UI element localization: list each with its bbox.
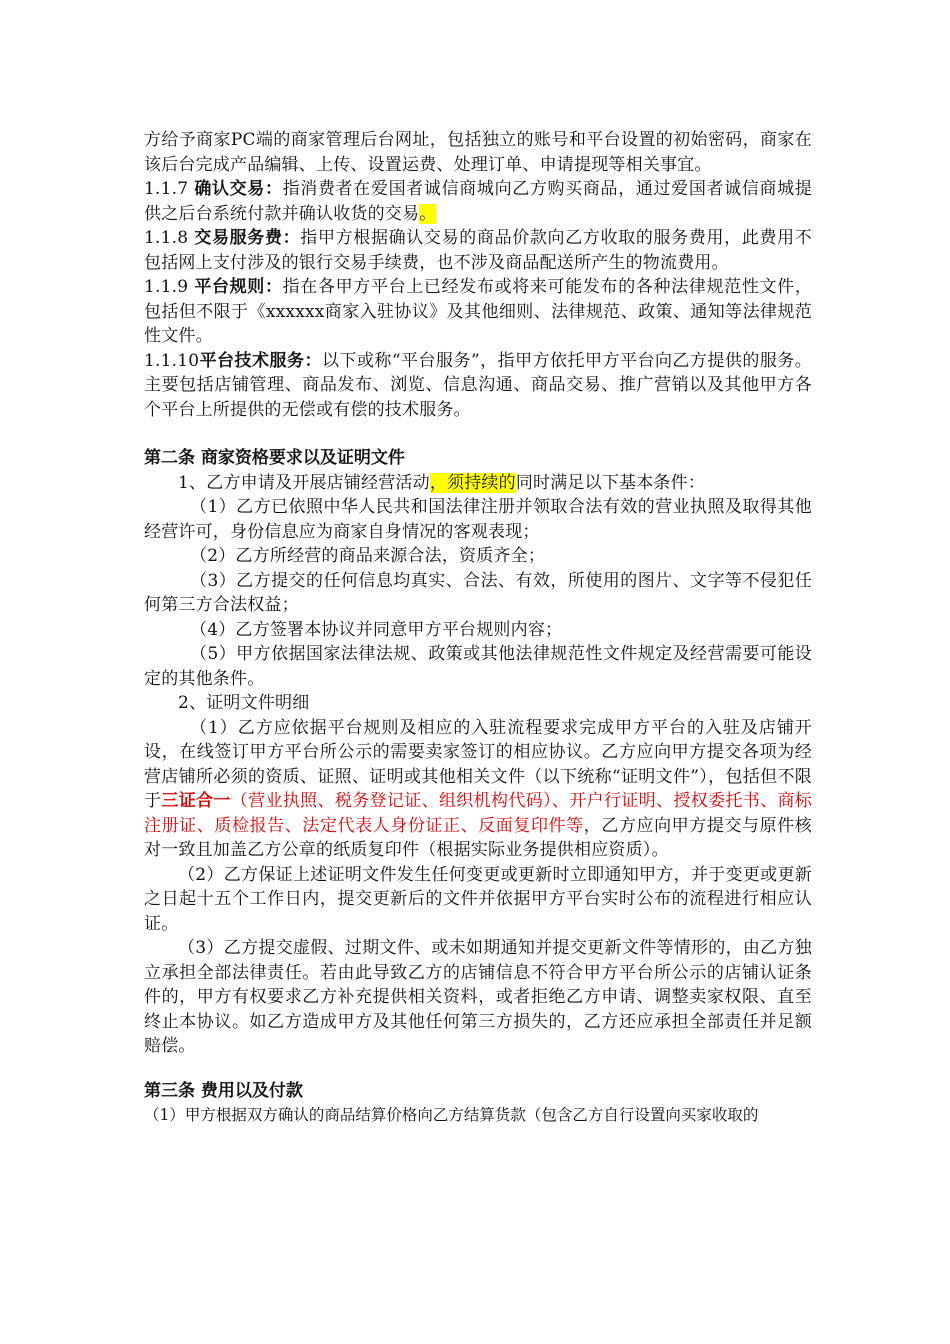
clause-text: 同时满足以下基本条件： — [515, 472, 706, 493]
definition-1-1-10 — [144, 349, 812, 423]
highlighted-period: 。 — [419, 203, 437, 224]
def-number: 1.1.7 — [144, 179, 195, 199]
highlighted-text: ，须持续的 — [429, 472, 516, 493]
def-term: 交易服务费： — [194, 228, 301, 248]
def-text: 指消费者在爱国者诚信商城向乙方购买商品，通过爱国者诚信商城提供之后台系统付款并确认收货的交易 — [144, 179, 813, 224]
def-text: 指甲方根据确认交易的商品价款向乙方收取的服务费用，此费用不包括网上支付涉及的银行交易手续费，也不涉及商品配送所产生的物流费用。 — [144, 228, 812, 273]
required-docs-list: （营业执照、税务登记证、组织机构代码）、开户行证明、授权委托书、商标注册证、质检报告、法定代表人身份证正、反面复印件等 — [144, 791, 812, 836]
definition-1-1-8 — [144, 226, 812, 275]
def-text: 指在各甲方平台上已经发布或将来可能发布的各种法律规范性文件，包括但不限于《xxxxxx商家入驻协议》及其他细则、法律规范、政策、通知等法律规范性文件。 — [144, 277, 813, 346]
document-requirement-2: （2）乙方保证上述证明文件发生任何变更或更新时立即通知甲方，并于变更或更新之日起十五个工作日内，提交更新后的文件并依据甲方平台实时公布的流程进行相应认证。 — [144, 864, 812, 934]
def-number: 1.1.10 — [144, 350, 200, 371]
definition-1-1-7 — [144, 177, 812, 226]
clause-text: 1、乙方申请及开展店铺经营活动 — [178, 472, 430, 493]
document-requirement-3: （3）乙方提交虚假、过期文件、或未如期通知并提交更新文件等情形的，由乙方独立承担全部法律责任。若由此导致乙方的店铺信息不符合甲方平台所公示的店铺认证条件的，甲方有权要求乙方补充提供相关资料，或者拒绝乙方申请、调整卖家权限、直至终止本协议。如乙方造成甲方及其他任何第三方损失的，乙方还应承担全部责任并足额赔偿。 — [144, 938, 812, 1056]
condition-item: （4）乙方签署本协议并同意甲方平台规则内容； — [190, 619, 563, 640]
intro-paragraph: 方给予商家PC端的商家管理后台网址，包括独立的账号和平台设置的初始密码，商家在该后台完成产品编辑、上传、设置运费、处理订单、申请提现等相关事宜。 — [144, 130, 812, 175]
document-requirement-1 — [144, 716, 812, 863]
condition-item: （3）乙方提交的任何信息均真实、合法、有效，所使用的图片、文字等不侵犯任何第三方合法权益； — [144, 570, 812, 615]
document-page — [144, 128, 812, 1128]
required-docs-bold: 三证合一 — [161, 791, 231, 811]
clause-text: （1）乙方应依据平台规则及相应的入驻流程要求完成甲方平台的入驻及店铺开设，在线签订甲方平台所公示的需要卖家签订的相应协议。乙方应向甲方提交各项为经营店铺所必须的资质、证照、证明或其他相关文件（以下统称“证明文件”），包括但不限于 — [144, 717, 812, 811]
condition-item: （2）乙方所经营的商品来源合法，资质齐全； — [190, 546, 546, 566]
article-3-clause-1: （1）甲方根据双方确认的商品结算价格向乙方结算货款（包含乙方自行设置向买家收取的 — [144, 1106, 759, 1124]
condition-item: （1）乙方已依照中华人民共和国法律注册并领取合法有效的营业执照及取得其他经营许可，身份信息应为商家自身情况的客观表现； — [144, 497, 812, 542]
article-2-heading: 第二条 商家资格要求以及证明文件 — [144, 448, 405, 468]
def-number: 1.1.8 — [144, 228, 195, 248]
def-term: 确认交易： — [194, 179, 283, 199]
def-number: 1.1.9 — [144, 277, 195, 297]
clause-text: ，乙方应向甲方提交与原件核对一致且加盖乙方公章的纸质复印件（根据实际业务提供相应资质）。 — [144, 815, 813, 860]
def-text: 以下或称“平台服务”，指甲方依托甲方平台向乙方提供的服务。主要包括店铺管理、商品发布、浏览、信息沟通、商品交易、推广营销以及其他甲方各个平台上所提供的无偿或有偿的技术服务。 — [144, 350, 812, 420]
section-spacer — [144, 422, 812, 446]
article-2-clause-1 — [144, 471, 812, 496]
condition-item: （5）甲方依据国家法律法规、政策或其他法律规范性文件规定及经营需要可能设定的其他条件。 — [144, 644, 812, 689]
section-spacer — [144, 1059, 812, 1079]
def-term: 平台规则： — [194, 277, 283, 297]
def-term: 平台技术服务： — [199, 350, 322, 371]
definition-1-1-9 — [144, 275, 812, 349]
article-3-heading: 第三条 费用以及付款 — [144, 1080, 303, 1101]
article-2-clause-2: 2、证明文件明细 — [178, 693, 310, 713]
